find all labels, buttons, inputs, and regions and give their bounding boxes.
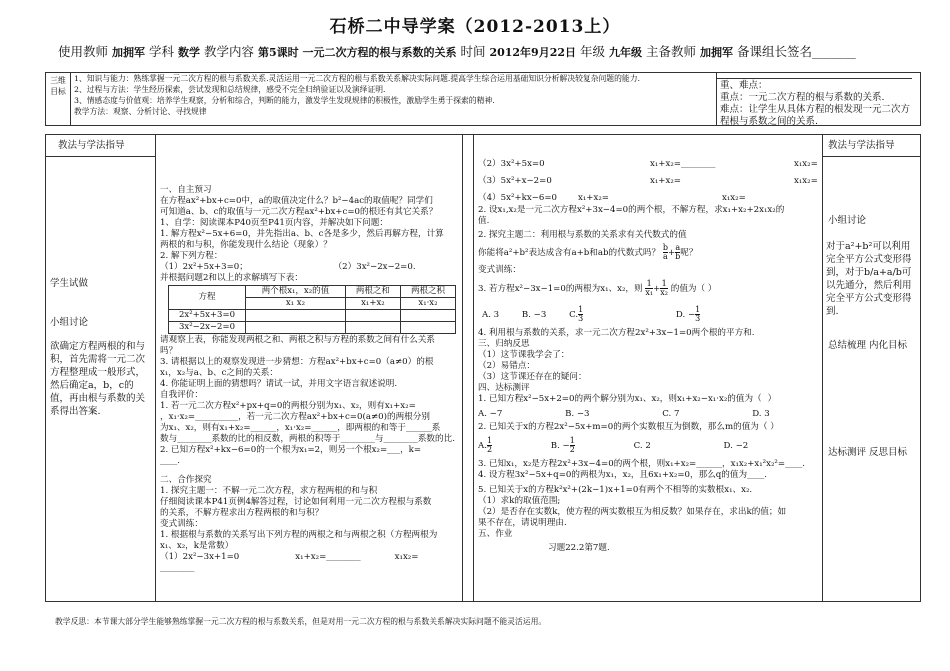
text-line: 两根的和与积，你能发现什么结论（现象）？ xyxy=(160,240,332,250)
difficult-point: 难点：让学生从具体方程的根发现一元二次方程根与系数之间的关系. xyxy=(720,104,911,127)
time-label: 时间 xyxy=(460,44,486,59)
text-line: 变式训练： xyxy=(478,265,521,275)
roots-table xyxy=(168,285,456,334)
text-line: （3）这节课还存在的疑问： xyxy=(478,372,587,382)
choice-a: A. −7 xyxy=(478,409,503,419)
key-title: 重、难点： xyxy=(720,80,768,91)
right-side-header: 教法与学法指导 xyxy=(828,140,895,151)
choices xyxy=(478,433,820,459)
key-point: 重点：一元二次方程的根与系数的关系. xyxy=(720,92,885,103)
text-line: 吗？ xyxy=(160,346,178,356)
table-header: x₁+x₂ xyxy=(345,298,400,310)
choice-b: B. −3 xyxy=(565,409,590,419)
equation-1: （1）2x²+5x+3=0； xyxy=(160,262,248,272)
goal-line-1: 1、知识与能力：熟练掌握一元二次方程的根与系数关系.灵活运用一元二次方程的根与系数关系解决实际问题.提高学生综合运用基础知识分析解决较复杂问题的能力. xyxy=(74,74,640,83)
fraction-b-over-a: $\frac{b}{a}$ xyxy=(662,243,668,261)
table-cell[interactable] xyxy=(345,322,400,334)
choice-b: B. −3 xyxy=(521,310,547,320)
table-header: x₁·x₂ xyxy=(400,298,455,310)
left-note-guide: 欲确定方程两根的和与积，首先需将一元二次方程整理成一般形式，然后确定a，b，c的值，再由根与系数的关系得出答案. xyxy=(50,341,146,417)
right-note-test: 达标测评 反思目标 xyxy=(828,447,908,458)
question: 1. 已知方程x²−5x+2=0的两个解分别为x₁、x₂，则x₁+x₂−x₁·x₂的值为（ xyxy=(478,394,762,404)
table-cell: 3x²−2x−2=0 xyxy=(169,322,246,334)
text-line: （1）求k的取值范围; xyxy=(478,496,561,506)
goals-side-label: 三维目标 xyxy=(50,76,66,96)
lesson-meta xyxy=(58,42,938,60)
text-line: 3. 请根据以上的观察发现进一步猜想：方程ax²+bx+c=0（a≠0）的根 xyxy=(160,357,434,367)
choices xyxy=(478,409,820,420)
text-line: （2）是否存在实数k，使方程的两实数根互为相反数？如果存在，求出k的值；如 xyxy=(478,507,787,517)
text-line: （1）这节课我学会了： xyxy=(478,350,570,360)
text-line: 3. 已知x₁，x₂是方程2x²+3x−4=0的两个根，则x₁+x₂=______，x₁x₂+x₁²x₂²=____. xyxy=(478,459,805,469)
text-line: 请观察上表，你能发现两根之和、两根之积与方程的系数之间有什么关系 xyxy=(160,335,436,345)
table-cell: 2x²+5x+3=0 xyxy=(169,310,246,322)
equation: （1）2x²−3x+1=0 xyxy=(160,552,240,562)
text-line: 可知道a、b、c的取值与一元二次方程ax²+bx+c=0的根还有其它关系？ xyxy=(160,207,438,217)
right-note-discuss: 小组讨论 xyxy=(828,215,867,226)
goal-line-4: 教学方法：观察、分析讨论、寻找规律 xyxy=(74,107,207,116)
fraction-1-over-3: $\frac{1}{3}$ xyxy=(695,305,701,323)
text-line: 数与________系数的比的相反数，两根的积等于________与________系数的比. xyxy=(160,434,455,444)
choice-c: C. 2 xyxy=(633,441,651,451)
fraction-a-over-b: $\frac{a}{b}$ xyxy=(675,243,681,261)
goal-line-2: 2、过程与方法：学生经历探索，尝试发现和总结规律，感受不完全归纳验证以及演绎证明. xyxy=(74,85,386,94)
main-teacher-value: 加拥军 xyxy=(699,46,733,59)
text-line: x₁，x₂与a、b、c之间的关系： xyxy=(160,368,278,378)
text-line: 2. 探究主题二：利用根与系数的关系求有关代数式的值 xyxy=(478,230,687,240)
text-line: ，x₁·x₂=__________，若一元二次方程ax²+bx+c=0(a≠0)的两根分别 xyxy=(160,412,430,422)
column-2 xyxy=(478,159,820,554)
table-cell[interactable] xyxy=(246,322,346,334)
table-cell[interactable] xyxy=(246,310,346,322)
section-test-title: 四、达标测评 xyxy=(478,383,530,393)
content-value: 第5课时 一元二次方程的根与系数的关系 xyxy=(257,46,457,59)
text-line: 为x₁、x₂，则有x₁+x₂=______，x₁·x₂=______，即两根的和等于______系 xyxy=(160,423,441,433)
sum-blank: x₁+x₂=________ xyxy=(295,552,361,562)
text-line: 自我评价： xyxy=(160,390,203,400)
content-label: 教学内容 xyxy=(203,44,254,59)
choice-a: A. xyxy=(478,441,487,451)
text-line xyxy=(478,176,820,188)
section-reflect-title: 三、归纳反思 xyxy=(478,339,530,349)
choices xyxy=(478,302,820,328)
teacher-label: 使用教师 xyxy=(58,44,109,59)
product-blank: x₁x₂= xyxy=(794,176,818,186)
text-line: 3. 若方程x²−3x−1=0的两根为x₁、x₂，则 $\frac{1}{\text{x₁}}$ + $\frac{1}{\text{x₂}}$ 的值为（ ） xyxy=(478,279,717,297)
question: 你能将a²+b²表达成含有a+b和ab的代数式吗？ xyxy=(478,248,661,258)
text-line: 2. 已知关于x的方程2x²−5x+m=0的两个实数根互为倒数，那么m的值为（ ） xyxy=(478,422,779,432)
sum-blank: x₁+x₂= xyxy=(650,176,681,186)
text-line: （2）易错点： xyxy=(478,361,536,371)
sum-blank: x₁+x₂=________ xyxy=(650,159,716,169)
section-homework-title: 五、作业 xyxy=(478,529,513,539)
choice-c: C. 7 xyxy=(662,409,680,419)
choice-a: A. 3 xyxy=(482,310,500,320)
text-line: 2. 解下列方程： xyxy=(160,251,223,261)
choice-c: C. xyxy=(569,310,579,320)
grade-value: 九年级 xyxy=(609,46,642,59)
fraction-1-over-x1: $\frac{1}{\text{x₁}}$ xyxy=(645,279,654,297)
choice-b: B. − xyxy=(550,441,570,451)
text-line: 值. xyxy=(478,216,490,226)
text-line: ________ xyxy=(160,563,195,573)
left-side-header: 教法与学法指导 xyxy=(58,140,125,151)
text-line: 1. 解方程x²−5x+6=0，并先指出a、b、c各是多少，然后再解方程，计算 xyxy=(160,229,444,239)
text-line: 并根据问题2和以上的求解填写下表： xyxy=(160,273,303,283)
left-note-trial: 学生试做 xyxy=(50,278,89,289)
text-line: 1. 根据根与系数的关系写出下列方程的两根之和与两根之积（方程两根为 xyxy=(160,530,438,540)
text-line xyxy=(160,262,460,273)
product-blank: x₁x₂= xyxy=(394,552,419,562)
section-explore-title: 二、合作探究 xyxy=(160,475,212,485)
text-line: 2. 设x₁,x₂是一元二次方程x²+3x−4=0的两个根，不解方程，求x₁+x₂+2x₁x₂的 xyxy=(478,205,785,215)
text-line: 仔细阅读课本P41页例4解答过程，讨论如何利用一元二次方程根与系数 xyxy=(160,497,432,507)
table-header: 两根之和 xyxy=(345,286,400,298)
grade-label: 年级 xyxy=(580,44,606,59)
equation: （2）3x²+5x=0 xyxy=(478,159,545,169)
table-cell[interactable] xyxy=(400,310,455,322)
text-line: 1. 若一元二次方程x²+px+q=0的两根分别为x₁、x₂，则有x₁+x₂= xyxy=(160,401,416,411)
text-line: ____. xyxy=(160,456,180,466)
question-end: ） xyxy=(767,394,777,404)
text-line: 的关系，不解方程求出方程两根的和与积？ xyxy=(160,508,324,518)
product-blank: x₁x₂= xyxy=(722,193,746,203)
text-line: 在方程ax²+bx+c=0中，a的取值决定什么？b²−4ac的取值呢？同学们 xyxy=(160,196,433,206)
equation: （4）5x²+kx−6=0 xyxy=(478,193,558,203)
teaching-reflection: 教学反思：本节课大部分学生能够熟练掌握一元二次方程的根与系数关系，但是对用一元二次方程的根与系数关系解决实际问题不能灵活运用。 xyxy=(55,617,547,626)
text-line: 4. 你能证明上面的猜想吗？请试一试，并用文字语言叙述说明. xyxy=(160,379,398,389)
page-title: 石桥二中导学案（2012-2013上） xyxy=(329,17,621,37)
fraction-1-over-3: $\frac{1}{3}$ xyxy=(578,305,584,323)
text-line xyxy=(160,552,460,563)
question-end: 的值为（ ） xyxy=(670,284,717,294)
fraction-1-over-2: $\frac{1}{2}$ xyxy=(569,436,575,454)
text-line xyxy=(478,159,820,171)
goal-line-3: 3、情感态度与价值观：培养学生观察，分析和综合，判断的能力，激发学生发现规律的积极性，激励学生勇于探索的精神. xyxy=(74,96,495,105)
section-preview-title: 一、自主预习 xyxy=(160,185,212,195)
product-blank: x₁x₂= xyxy=(794,159,818,169)
sign-label: 备课组长签名_______ xyxy=(736,44,856,59)
text-line: 5. 已知关于x的方程k²x²+(2k−1)x+1=0有两个不相等的实数根x₁、x₂. xyxy=(478,485,753,495)
table-cell[interactable] xyxy=(345,310,400,322)
text-line: 4. 利用根与系数的关系，求一元二次方程2x²+3x−1=0两个根的平方和. xyxy=(478,328,755,338)
text-line: 你能将a²+b²表达成含有a+b和ab的代数式吗？ $\frac{b}{a}$ + $\frac{a}{b}$ 呢？ xyxy=(478,243,698,261)
subject-label: 学科 xyxy=(148,44,174,59)
main-teacher-label: 主备教师 xyxy=(645,44,696,59)
column-1 xyxy=(160,185,460,574)
text-line: 2. 已知方程x²+kx−6=0的一个根为x₁=2，则另一个根x₂=___，k= xyxy=(160,445,422,455)
table-cell[interactable] xyxy=(400,322,455,334)
question-end: 呢？ xyxy=(680,248,698,258)
text-line: 变式训练： xyxy=(160,519,203,529)
subject-value: 数学 xyxy=(177,46,200,59)
fraction-1-over-x2: $\frac{1}{\text{x₂}}$ xyxy=(660,279,668,297)
table-header: 两根之积 xyxy=(400,286,455,298)
table-header: x₁ x₂ xyxy=(246,298,346,310)
text-line: 4. 设方程3x²−5x+q=0的两根为x₁，x₂，且6x₁+x₂=0，那么q的值为____. xyxy=(478,470,767,480)
right-note-summary: 总结梳理 内化目标 xyxy=(828,340,908,351)
homework-text: 习题22.2第7题. xyxy=(548,543,610,553)
equation-2: （2）3x²−2x−2=0. xyxy=(337,262,416,272)
text-line: x₁、x₂，k是常数） xyxy=(160,541,234,551)
left-note-discuss: 小组讨论 xyxy=(50,317,89,328)
teacher-name: 加拥军 xyxy=(112,46,145,59)
text-line xyxy=(478,193,820,205)
table-header: 两个根x₁，x₂的值 xyxy=(246,286,346,298)
fraction-1-over-2: $\frac{1}{2}$ xyxy=(486,436,493,454)
equation: （3）5x²+x−2=0 xyxy=(478,176,552,186)
table-header: 方程 xyxy=(169,286,246,310)
question: 3. 若方程x²−3x−1=0的两根为x₁、x₂，则 xyxy=(478,284,643,294)
choice-d: D. 3 xyxy=(752,409,770,419)
sum-blank: x₁+x₂= xyxy=(578,193,609,203)
choice-d: D. − xyxy=(675,310,696,320)
text-line: 1. 探究主题一：不解一元二次方程，求方程两根的和与积 xyxy=(160,486,378,496)
right-note-formula: 对于a²+b²可以利用完全平方公式变形得到，对于b/a+a/b可以先通分，然后利用完全平方公式变形得到. xyxy=(826,241,912,317)
text-line: 果不存在，请说明理由. xyxy=(478,518,567,528)
text-line: 1、自学：阅读课本P40页至P41页内容，并解决如下问题： xyxy=(160,218,388,228)
choice-d: D. −2 xyxy=(723,441,749,451)
text-line xyxy=(478,394,820,405)
time-value: 2012年9月22日 xyxy=(489,46,577,59)
